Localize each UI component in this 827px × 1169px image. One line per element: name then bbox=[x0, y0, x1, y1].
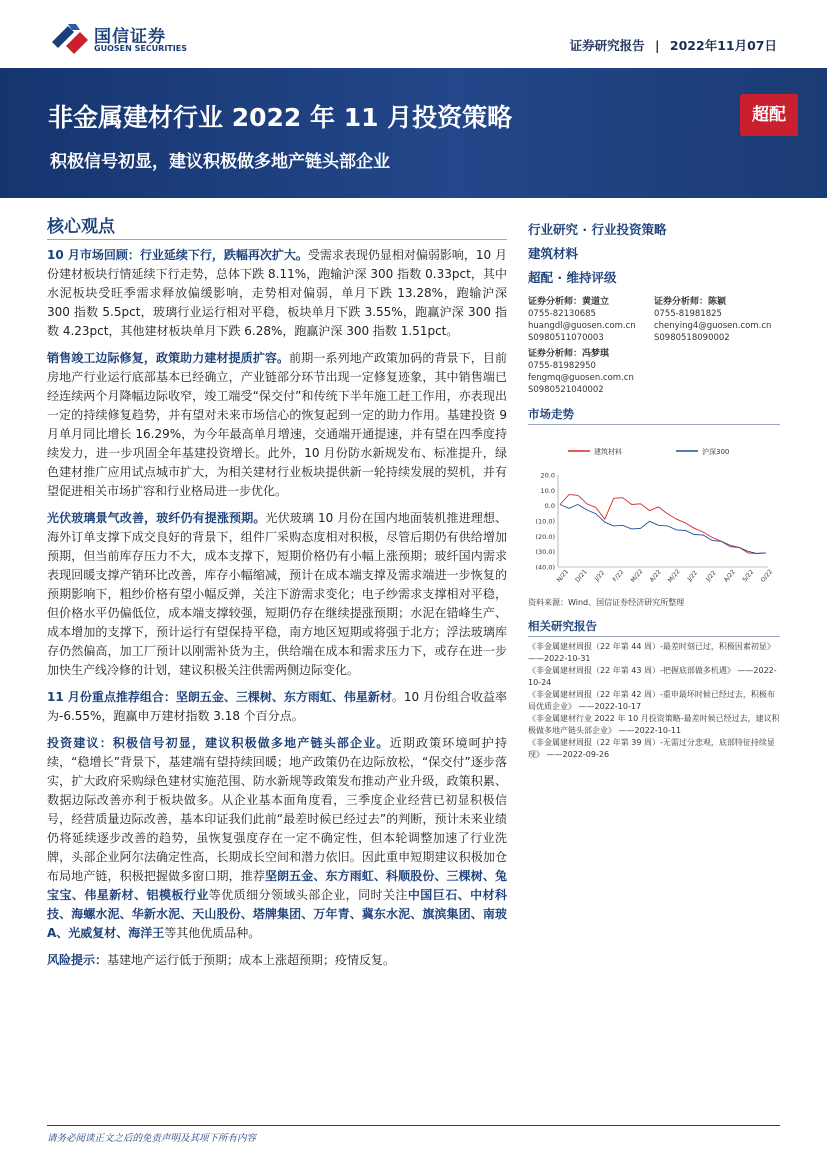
analyst-card: 证券分析师：陈颖 0755-81981825 chenying4@guosen.com.cn S0980518090002 bbox=[654, 297, 772, 343]
market-trend-chart bbox=[528, 435, 780, 595]
brand-name: 国信证券 bbox=[94, 27, 166, 47]
brand-mark-icon bbox=[50, 20, 90, 54]
report-subtitle: 积极信号初显，建议积极做多地产链头部企业 bbox=[50, 152, 390, 172]
paragraph-risk: 风险提示：基建地产运行低于预期；成本上涨超预期；疫情反复。 bbox=[47, 953, 396, 967]
chart-svg bbox=[528, 435, 780, 595]
x-tick-label: J/22 bbox=[686, 569, 700, 583]
title-banner bbox=[0, 68, 827, 198]
report-title: 非金属建材行业 2022 年 11 月投资策略 bbox=[48, 103, 513, 132]
y-tick-label: 20.0 bbox=[540, 471, 555, 480]
market-trend-title: 市场走势 bbox=[528, 406, 780, 425]
x-tick-label: J/22 bbox=[593, 569, 607, 583]
sidebar-category: 行业研究 · 行业投资策略 bbox=[528, 222, 667, 237]
paragraph-investment: 投资建议：积极信号初显，建议积极做多地产链头部企业。近期政策环境呵护持续，“稳增长”背景下，基建端有望持续回暖；地产政策仍在边际放松，“保交付”逐步落实，扩大政府采购绿色建材实施范围、防水新规等政策发布推动产业升级，政策积累、数据边际改善亦利于板块做多。从企业基本面角度看，三季度企业经营已初显积极信号，经营质量边际改善，基本印证我们此前“最差时候已经过去”的判断，预计未来业绩仍将延续逐步改善的趋势，虽恢复强度存在一定不确定性，但本轮调整加速了行业洗牌，头部企业阿尔法确定性高，长期成长空间和潜力依旧。因此重申短期建议积极加仓布局地产链，积极把握做多窗口期，推荐坚朗五金、东方雨虹、科顺股份、三棵树、兔宝宝、伟星新材、铝模板行业等优质细分领域头部企业，同时关注中国巨石、中材科技、海螺水泥、华新水泥、天山股份、塔牌集团、万年青、冀东水泥、旗滨集团、南玻 A、光威复材、海洋王等其他优质品种。 bbox=[47, 736, 507, 940]
report-type: 证券研究报告 bbox=[569, 38, 645, 53]
related-report-item[interactable]: 《非金属建材周报（22 年第 42 周）-重申最坏时候已经过去，积极布局优质企业》 ——2022-10-17 bbox=[528, 690, 775, 711]
x-tick-label: O/22 bbox=[759, 568, 775, 584]
x-tick-label: J/22 bbox=[704, 569, 718, 583]
related-report-item[interactable]: 《非金属建材行业 2022 年 10 月投资策略-最差时候已经过去，建议积极做多地产链头部企业》 ——2022-10-11 bbox=[528, 714, 780, 735]
report-date: 2022年11月07日 bbox=[669, 38, 777, 53]
series-line bbox=[560, 495, 766, 554]
section-title: 核心观点 bbox=[47, 212, 507, 240]
x-tick-label: S/22 bbox=[741, 568, 756, 584]
y-tick-label: (40.0) bbox=[535, 563, 555, 572]
sidebar-rating: 超配 · 维持评级 bbox=[528, 270, 617, 285]
x-tick-label: N/21 bbox=[555, 568, 571, 584]
rating-badge: 超配 bbox=[740, 94, 798, 136]
report-meta bbox=[564, 36, 777, 54]
paragraph-market-review: 10 月市场回顾：行业延续下行，跌幅再次扩大。受需求表现仍显相对偏弱影响，10 月份建材板块行情延续下行走势，总体下跌 8.11%，跑输沪深 300 指数 0.33pct，其中水泥板块受旺季需求释放偏缓影响，走势相对偏弱，单月下跌 13.28%，跑输沪深 300 指数 5.5pct，玻璃行业运行相对平稳，板块单月下跌 3.55%，跑赢沪深 300 指数 4.23pct，其他建材板块单月下跌 6.28%，跑赢沪深 300 指数 1.51pct。 bbox=[47, 248, 507, 338]
related-report-item[interactable]: 《非金属建材周报（22 年第 39 周）-无需过分悲观，底部特征持续显现》 ——2022-09-26 bbox=[528, 738, 775, 759]
paragraph-policy: 销售竣工边际修复，政策助力建材提质扩容。前期一系列地产政策加码的背景下，目前房地产行业运行底部基本已经确立，产业链部分环节出现一定修复迹象，其中销售端已经连续两个月降幅边际收窄，竣工端受“保交付”和传统下半年施工赶工作用，亦表现出一定的持续修复趋势，并有望对未来市场信心的恢复起到一定的助力作用。基建投资 9 月单月同比增长 16.29%，为今年最高单月增速，交通端开通提速，并有望在四季度持续发力，进一步巩固全年基建投资增长。此外，10 月份防水新规发布、标准提升，绿色建材推广应用试点城市扩大，为相关建材行业板块提供新一轮持续发展的契机，并有望促进相关市场扩容和行业格局进一步优化。 bbox=[47, 351, 507, 498]
page-header bbox=[0, 0, 827, 68]
core-views bbox=[47, 212, 507, 978]
x-tick-label: F/22 bbox=[611, 568, 626, 584]
y-tick-label: 0.0 bbox=[544, 502, 555, 511]
sidebar bbox=[528, 218, 780, 761]
meta-separator: | bbox=[654, 38, 660, 53]
legend-label: 建筑材料 bbox=[594, 448, 622, 456]
x-tick-label: A/22 bbox=[648, 568, 663, 584]
x-tick-label: M/22 bbox=[629, 568, 645, 584]
analyst-card: 证券分析师：黄道立 0755-82130685 huangdl@guosen.com.cn S0980511070003 bbox=[528, 297, 636, 343]
paragraph-portfolio: 11 月份重点推荐组合：坚朗五金、三棵树、东方雨虹、伟星新材。10 月份组合收益率为-6.55%，跑赢申万建材指数 3.18 个百分点。 bbox=[47, 690, 507, 723]
paragraph-glass: 光伏玻璃景气改善，玻纤仍有提涨预期。光伏玻璃 10 月份在国内地面装机推进理想、海外订单支撑下成交良好的背景下，组件厂采购态度相对积极，尽管后期仍有供给增加预期，但当前库存压力不大，成本支撑下，短期价格仍有小幅上涨预期；玻纤国内需求表现回暖支撑产销环比改善，库存小幅缩减，预计在成本端支撑及需求端进一步恢复的预期影响下，粗纱价格有望小幅反弹，关注下游需求变化；电子纱需求支撑相对平稳，但价格水平仍偏低位，成本端支撑较强，短期仍存在继续提涨预期；水泥在错峰生产、成本增加的支撑下，预计运行有望保持平稳，南方地区短期或将强于北方；浮法玻璃库存仍然偏高，加工厂预计以刚需补货为主，供给端在成本和需求压力下，或存在进一步加快生产线冷修的计划，建议积极关注供需两侧边际变化。 bbox=[47, 511, 507, 677]
brand-name-en: GUOSEN SECURITIES bbox=[94, 44, 187, 53]
footer-disclaimer: 请务必阅读正文之后的免责声明及其项下所有内容 bbox=[47, 1133, 257, 1144]
y-tick-label: (10.0) bbox=[535, 517, 555, 526]
related-report-item[interactable]: 《非金属建材周报（22 年第 44 周）-最差时刻已过，积极因素初显》 ——2022-10-31 bbox=[528, 642, 775, 663]
x-tick-label: D/21 bbox=[574, 568, 589, 584]
y-tick-label: (20.0) bbox=[535, 532, 555, 541]
sidebar-industry: 建筑材料 bbox=[528, 246, 579, 261]
x-tick-label: A/22 bbox=[722, 568, 737, 584]
related-reports bbox=[528, 641, 780, 761]
legend-label: 沪深300 bbox=[702, 448, 730, 456]
brand-logo bbox=[50, 20, 200, 60]
footer-divider bbox=[47, 1125, 780, 1126]
related-report-item[interactable]: 《非金属建材周报（22 年第 43 周）-把握底部做多机遇》 ——2022-10-24 bbox=[528, 666, 777, 687]
analyst-card: 证券分析师：冯梦琪 0755-81982950 fengmq@guosen.com.cn S0980521040002 bbox=[528, 349, 634, 395]
chart-source: 资料来源：Wind、国信证券经济研究所整理 bbox=[528, 598, 685, 607]
analyst-list bbox=[528, 296, 780, 396]
related-reports-title: 相关研究报告 bbox=[528, 618, 780, 637]
y-tick-label: (30.0) bbox=[535, 548, 555, 557]
x-tick-label: M/22 bbox=[666, 568, 682, 584]
y-tick-label: 10.0 bbox=[540, 486, 555, 495]
